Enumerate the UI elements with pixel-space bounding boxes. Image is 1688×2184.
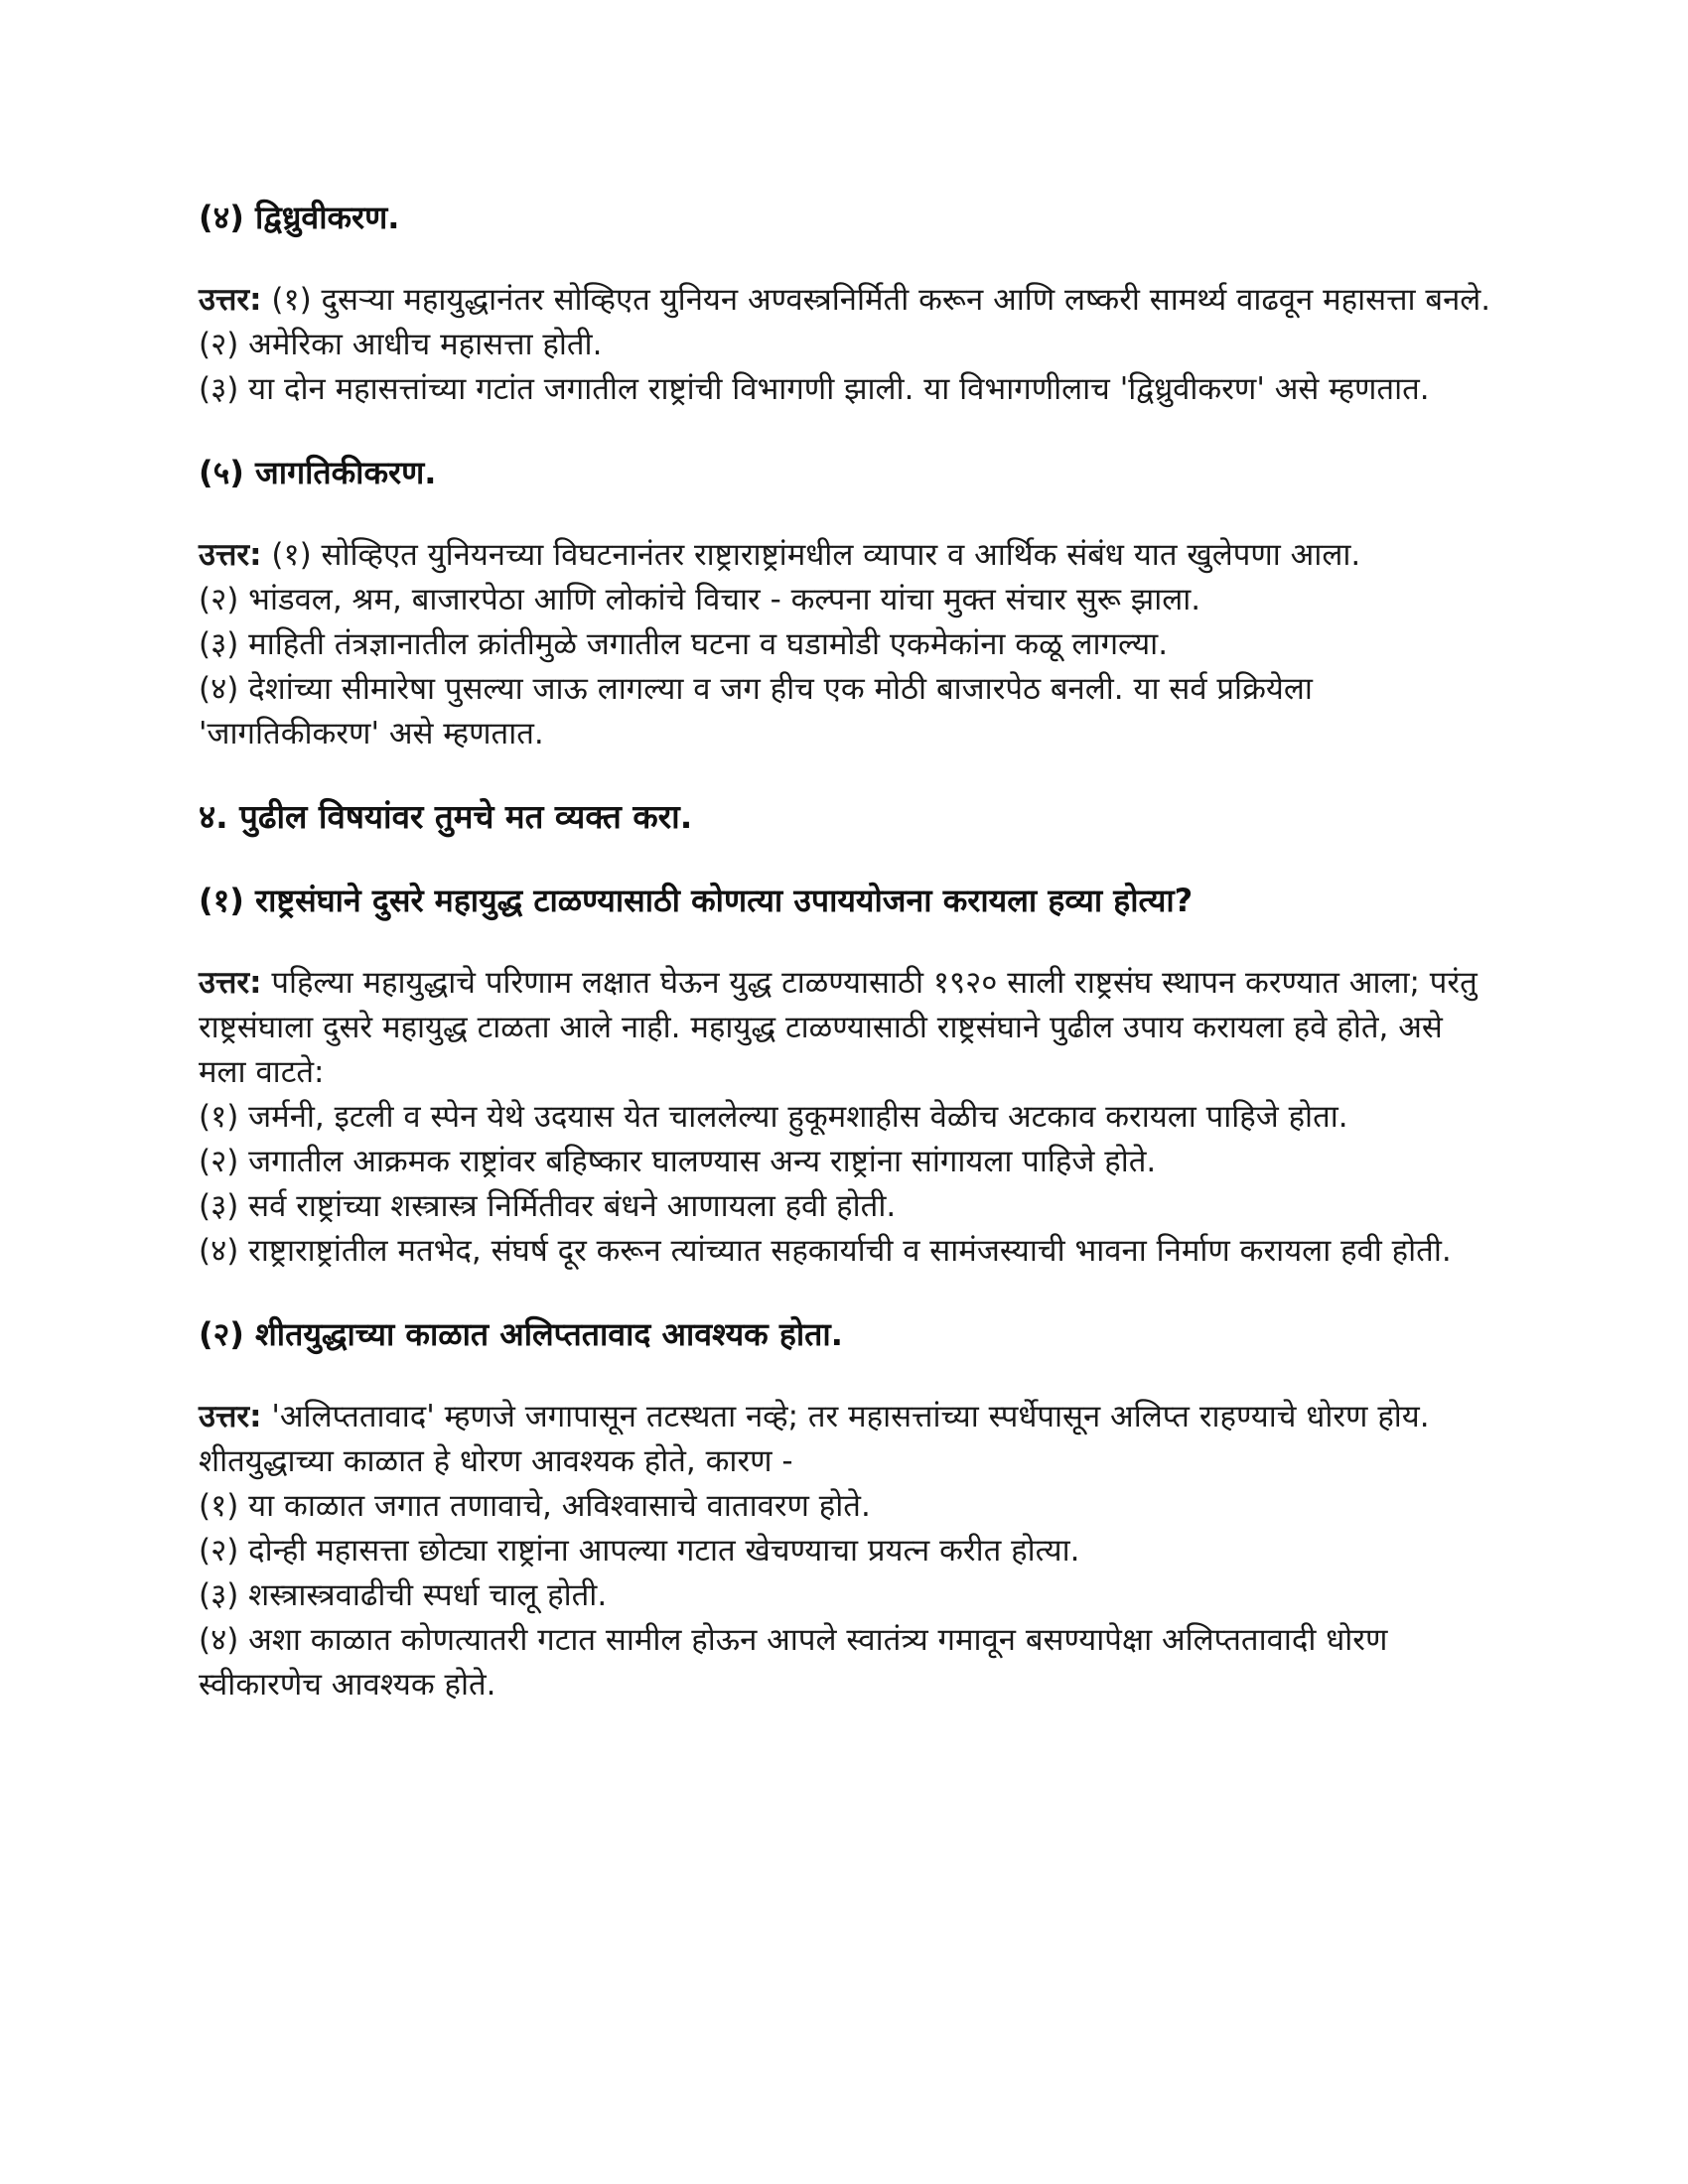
answer-label: उत्तर: (199, 537, 262, 573)
answer-line (199, 1395, 1499, 1484)
answer-line: (१) या काळात जगात तणावाचे, अविश्वासाचे वातावरण होते. (199, 1488, 871, 1524)
question-title: (५) जागतिकीकरण. (199, 454, 437, 491)
answer-block (199, 278, 1499, 412)
answer-label: उत्तर: (199, 1399, 262, 1434)
answer-block (199, 533, 1499, 756)
answer-line: (३) सर्व राष्ट्रांच्या शस्त्रास्त्र निर्मितीवर बंधने आणायला हवी होती. (199, 1188, 897, 1224)
answer-line: (४) देशांच्या सीमारेषा पुसल्या जाऊ लागल्या व जग हीच एक मोठी बाजारपेठ बनली. या सर्व प्रक्रियेला 'जागतिकीकरण' असे म्हणतात. (199, 671, 1313, 751)
answer-line: (४) राष्ट्राराष्ट्रांतील मतभेद, संघर्ष दूर करून त्यांच्यात सहकार्याची व सामंजस्याची भावना निर्माण करायला हवी होती. (199, 1233, 1452, 1269)
answer-block (199, 1395, 1499, 1707)
question-aliptatavad (199, 1311, 1499, 1707)
answer-line: (३) शस्त्रास्त्रवाढीची स्पर्धा चालू होती. (199, 1577, 608, 1613)
answer-line: (२) अमेरिका आधीच महासत्ता होती. (199, 327, 603, 362)
answer-line: (२) जगातील आक्रमक राष्ट्रांवर बहिष्कार घालण्यास अन्य राष्ट्रांना सांगायला पाहिजे होते. (199, 1144, 1157, 1179)
answer-line: (४) अशा काळात कोणत्यातरी गटात सामील होऊन आपले स्वातंत्र्य गमावून बसण्यापेक्षा अलिप्ततावादी धोरण स्वीकारणेच आवश्यक होते. (199, 1622, 1388, 1703)
answer-line: (२) दोन्ही महासत्ता छोट्या राष्ट्रांना आपल्या गटात खेचण्याचा प्रयत्न करीत होत्या. (199, 1533, 1080, 1569)
question-title: (१) राष्ट्रसंघाने दुसरे महायुद्ध टाळण्यासाठी कोणत्या उपाययोजना करायला हव्या होत्या? (199, 882, 1194, 919)
answer-line: (१) जर्मनी, इटली व स्पेन येथे उदयास येत चाललेल्या हुकूमशाहीस वेळीच अटकाव करायला पाहिजे होता. (199, 1099, 1348, 1135)
answer-text: (१) दुसऱ्या महायुद्धानंतर सोव्हिएत युनियन अण्वस्त्रनिर्मिती करून आणि लष्करी सामर्थ्य वाढवून महासत्ता बनले. (261, 282, 1491, 318)
answer-block (199, 961, 1499, 1274)
answer-line: (३) या दोन महासत्तांच्या गटांत जगातील राष्ट्रांची विभागणी झाली. या विभागणीलाच 'द्विध्रुवीकरण' असे म्हणतात. (199, 371, 1430, 407)
answer-line (199, 961, 1499, 1095)
question-dvidhruvikaran (199, 195, 1499, 412)
answer-line (199, 533, 1499, 578)
question-jagatikikaran (199, 450, 1499, 756)
answer-line: (३) माहिती तंत्रज्ञानातील क्रांतीमुळे जगातील घटना व घडामोडी एकमेकांना कळू लागल्या. (199, 626, 1169, 662)
answer-line (199, 278, 1499, 323)
answer-text: पहिल्या महायुद्धाचे परिणाम लक्षात घेऊन युद्ध टाळण्यासाठी १९२० साली राष्ट्रसंघ स्थापन करण्यात आला; परंतु राष्ट्रसंघाला दुसरे महायुद्ध टाळता आले नाही. महायुद्ध टाळण्यासाठी राष्ट्रसंघाने पुढील उपाय करायला हवे होते, असे मला वाटते: (199, 965, 1477, 1090)
answer-label: उत्तर: (199, 965, 262, 1001)
answer-text: 'अलिप्ततावाद' म्हणजे जगापासून तटस्थता नव्हे; तर महासत्तांच्या स्पर्धेपासून अलिप्त राहण्याचे धोरण होय. शीतयुद्धाच्या काळात हे धोरण आवश्यक होते, कारण - (199, 1399, 1430, 1479)
answer-label: उत्तर: (199, 282, 262, 318)
question-rashtrasangh (199, 878, 1499, 1274)
section-title: ४. पुढील विषयांवर तुमचे मत व्यक्त करा. (199, 797, 693, 836)
answer-line: (२) भांडवल, श्रम, बाजारपेठा आणि लोकांचे विचार - कल्पना यांचा मुक्त संचार सुरू झाला. (199, 582, 1201, 617)
document-page (199, 195, 1499, 1745)
answer-text: (१) सोव्हिएत युनियनच्या विघटनानंतर राष्ट्राराष्ट्रांमधील व्यापार व आर्थिक संबंध यात खुलेपणा आला. (261, 537, 1361, 573)
question-title: (२) शीतयुद्धाच्या काळात अलिप्ततावाद आवश्यक होता. (199, 1315, 843, 1353)
question-title: (४) द्विध्रुवीकरण. (199, 199, 400, 236)
